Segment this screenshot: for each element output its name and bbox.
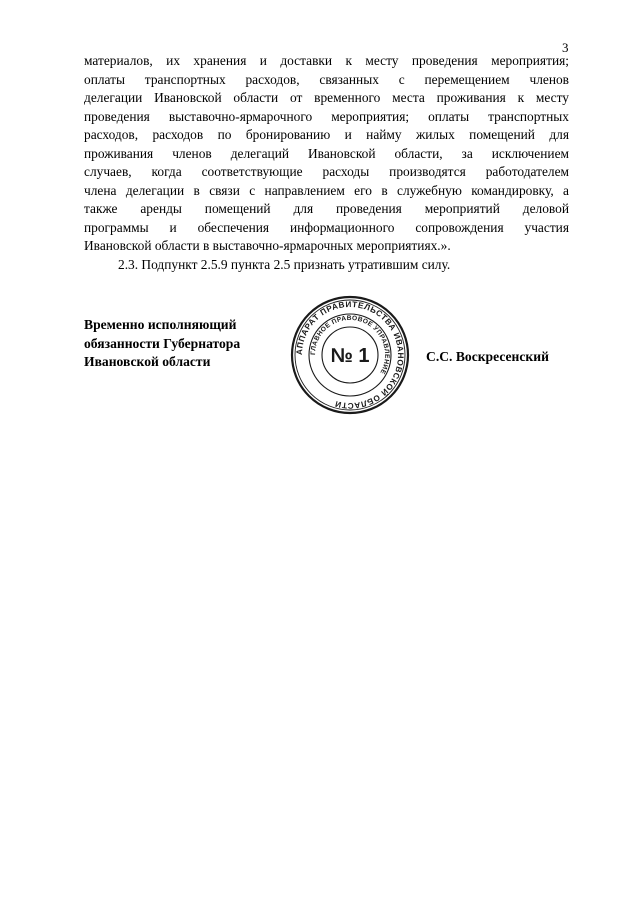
text-line: оплаты транспортных расходов, связанных с перемещением членов bbox=[84, 71, 569, 87]
official-seal bbox=[290, 295, 410, 415]
text-line: Ивановской области в выставочно-ярмарочных мероприятиях.». bbox=[84, 238, 451, 253]
text-line: проведения выставочно-ярмарочного мероприятия; оплаты транспортных bbox=[84, 108, 569, 124]
page-number: 3 bbox=[562, 40, 569, 55]
paragraph-continuation bbox=[84, 52, 569, 256]
text-line: проживания членов делегаций Ивановской области, за исключением bbox=[84, 145, 569, 161]
seal-center-text: № 1 bbox=[330, 345, 370, 367]
text-line: члена делегации в связи с направлением его в служебную командировку, а bbox=[84, 182, 569, 198]
signatory-position-line: Временно исполняющий bbox=[84, 317, 237, 332]
body-text bbox=[84, 52, 569, 274]
signatory-position-line: обязанности Губернатора bbox=[84, 335, 241, 351]
text-line: также аренды помещений для проведения мероприятий деловой bbox=[84, 201, 569, 216]
seal-inner-text: ГЛАВНОЕ ПРАВОВОЕ УПРАВЛЕНИЕ bbox=[309, 314, 391, 376]
paragraph-2-3 bbox=[84, 256, 569, 275]
text-line: программы и обеспечения информационного сопровождения участия bbox=[84, 219, 569, 235]
text-line: делегации Ивановской области от временного места проживания к месту bbox=[84, 90, 569, 105]
signatory-position-line: Ивановской области bbox=[84, 354, 211, 369]
text-line: материалов, их хранения и доставки к месту проведения мероприятия; bbox=[84, 53, 569, 68]
signatory-name: С.С. Воскресенский bbox=[426, 349, 549, 364]
seal-outer-text: АППАРАТ ПРАВИТЕЛЬСТВА ИВАНОВСКОЙ ОБЛАСТИ bbox=[294, 299, 406, 411]
text-line: расходов, расходов по бронированию и найму жилых помещений для bbox=[84, 127, 569, 142]
text-line: 2.3. Подпункт 2.5.9 пункта 2.5 признать утратившим силу. bbox=[118, 256, 451, 272]
text-line: случаев, когда соответствующие расходы производятся работодателем bbox=[84, 164, 569, 179]
signatory-position bbox=[84, 316, 240, 372]
